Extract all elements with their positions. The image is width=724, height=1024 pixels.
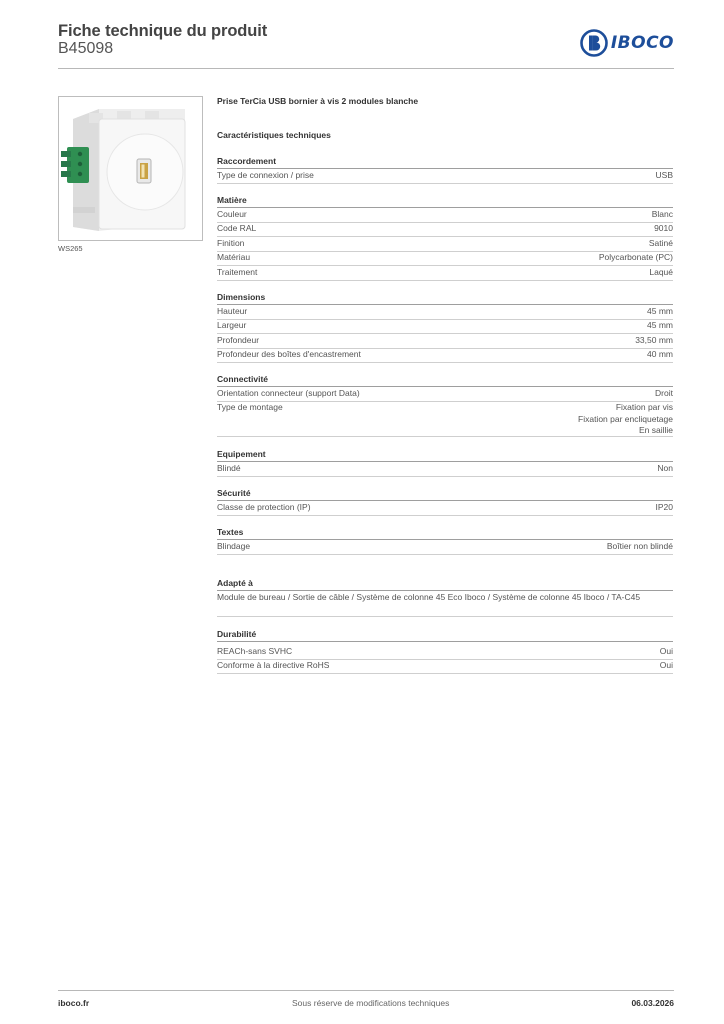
spec-value: En saillie — [638, 425, 673, 435]
spec-value: Satiné — [648, 238, 673, 248]
spec-value: 33,50 mm — [635, 335, 673, 345]
spec-row — [217, 646, 673, 660]
page-header — [58, 20, 674, 68]
usb-socket-illustration — [59, 97, 202, 240]
spec-label: Hauteur — [217, 306, 248, 316]
spec-value: Droit — [655, 388, 673, 398]
spec-row — [217, 223, 673, 237]
spec-row — [217, 335, 673, 349]
spec-value: Fixation par encliquetage — [578, 413, 673, 424]
iboco-logo-icon — [580, 29, 608, 57]
spec-value: 40 mm — [647, 349, 673, 359]
spec-value: 45 mm — [647, 320, 673, 330]
brand-logo — [580, 27, 674, 59]
spec-row — [217, 252, 673, 266]
spec-row — [217, 267, 673, 281]
spec-value: Blanc — [651, 209, 673, 219]
spec-row — [217, 502, 673, 516]
spec-value: USB — [655, 170, 673, 180]
spec-row — [217, 238, 673, 252]
spec-label: Profondeur des boîtes d'encastrement — [217, 349, 361, 359]
footer-disclaimer: Sous réserve de modifications techniques — [292, 998, 450, 1008]
spec-value: 9010 — [654, 223, 673, 233]
spec-label: Code RAL — [217, 223, 257, 233]
footer-website: iboco.fr — [58, 998, 90, 1008]
spec-value: 45 mm — [647, 306, 673, 316]
image-caption: WS265 — [58, 244, 83, 253]
footer-date: 06.03.2026 — [631, 998, 674, 1008]
document-title: Fiche technique du produit — [58, 22, 268, 40]
section-title-dimensions: Dimensions — [217, 292, 673, 305]
logo-wordmark: IBOCO — [610, 33, 674, 53]
spec-value: Polycarbonate (PC) — [598, 252, 673, 262]
spec-label: Largeur — [217, 320, 247, 330]
spec-label: Finition — [217, 238, 245, 248]
spec-label: Type de connexion / prise — [217, 170, 314, 180]
spec-row — [217, 463, 673, 477]
spec-value: Oui — [659, 646, 673, 656]
section-title-connectivite: Connectivité — [217, 374, 673, 387]
section-title-raccordement: Raccordement — [217, 156, 673, 169]
spec-label: Type de montage — [217, 402, 283, 412]
spec-row — [217, 541, 673, 555]
spec-text: Module de bureau / Sortie de câble / Système de colonne 45 Eco Iboco / Système de colonne 45 Iboco / TA-C45 — [217, 592, 641, 602]
spec-row — [217, 306, 673, 320]
section-title-equipement: Equipement — [217, 449, 673, 462]
product-reference: B45098 — [58, 40, 114, 57]
spec-label: Couleur — [217, 209, 247, 219]
section-title-securite: Sécurité — [217, 488, 673, 501]
spec-label: Blindage — [217, 541, 251, 551]
spec-row — [217, 320, 673, 334]
spec-row — [217, 660, 673, 674]
product-image — [58, 96, 203, 241]
spec-row — [217, 349, 673, 363]
section-title-durabilite: Durabilité — [217, 629, 673, 642]
spec-value: Oui — [659, 660, 673, 670]
spec-label: REACh-sans SVHC — [217, 646, 293, 656]
spec-value-list — [578, 402, 673, 437]
spec-value: Laqué — [649, 267, 673, 277]
spec-value: Non — [657, 463, 673, 473]
section-title-adapte: Adapté à — [217, 578, 673, 591]
spec-label: Blindé — [217, 463, 241, 473]
spec-row — [217, 592, 673, 617]
spec-row — [217, 388, 673, 402]
section-title-matiere: Matière — [217, 195, 673, 208]
spec-row — [217, 170, 673, 184]
spec-label: Traitement — [217, 267, 258, 277]
specs-heading: Caractéristiques techniques — [217, 130, 331, 140]
spec-label: Matériau — [217, 252, 251, 262]
spec-value: IP20 — [655, 502, 673, 512]
spec-row — [217, 402, 673, 437]
spec-label: Classe de protection (IP) — [217, 502, 311, 512]
footer-divider — [58, 990, 674, 991]
spec-label: Conforme à la directive RoHS — [217, 660, 330, 670]
spec-label: Orientation connecteur (support Data) — [217, 388, 360, 398]
product-name: Prise TerCia USB bornier à vis 2 modules blanche — [217, 96, 419, 106]
spec-row — [217, 209, 673, 223]
spec-label: Profondeur — [217, 335, 260, 345]
header-divider — [58, 68, 674, 69]
spec-value: Boîtier non blindé — [606, 541, 673, 551]
section-title-textes: Textes — [217, 527, 673, 540]
spec-value: Fixation par vis — [615, 402, 673, 412]
